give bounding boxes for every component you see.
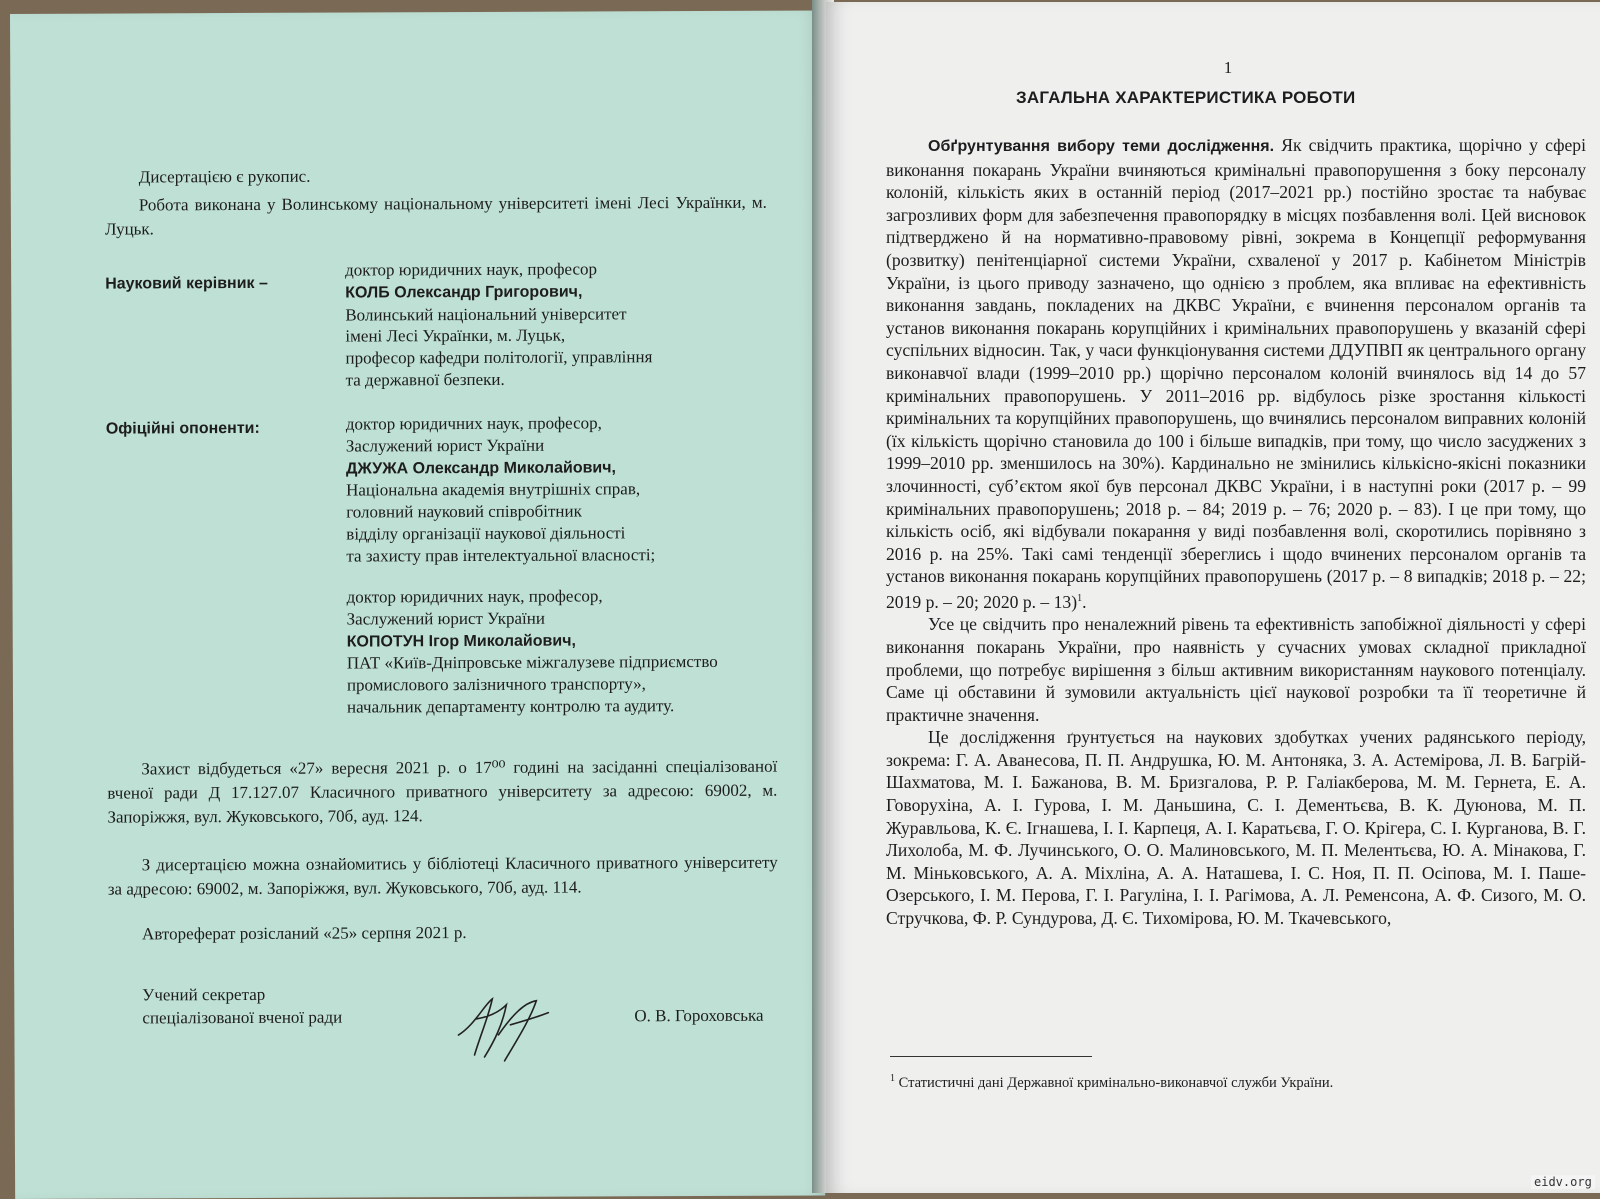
section-title: ЗАГАЛЬНА ХАРАКТЕРИСТИКА РОБОТИ — [1016, 88, 1356, 107]
opponent-1-info: доктор юридичних наук, професор, Заслужений юрист України ДЖУЖА Олександр Миколайович, Національна академія внутрішніх справ, головний науковий співробітник відділу організації наукової діяльності та захисту прав інтелектуальної власності; — [345, 413, 656, 566]
secretary-council: спеціалізованої вченої ради — [142, 1007, 343, 1028]
watermark: eidv.org — [1531, 1175, 1595, 1189]
paragraph-sources: Це дослідження ґрунтується на наукових здобутках учених радянського періоду, зокрема: Г. А. Аванесова, П. П. Андрушка, Ю. М. Антоняка, З. А. Астемірова, Л. В. Багрій-Шахматова, М. І. Бажанова, В. М. Бризгалова, Р. Р. Галіакберова, М. М. Гернета, Е. А. Говорухіна, А. І. Гурова, І. М. Даньшина, С. І. Дементьєва, В. К. Дуюнова, М. П. Журавльова, К. Є. Ігнашева, І. І. Карпеця, А. І. Каратьєва, Г. О. Крігера, С. І. Курганова, В. Г. Лихолоба, М. Ф. Лучинського, О. О. Малиновського, М. П. Мелентьєва, Ю. А. Мінакова, Г. М. Міньковського, А. А. Міхліна, А. А. Наташева, І. С. Ноя, П. П. Осіпова, М. І. Паше-Озерського, І. М. Перова, Г. І. Рагуліна, І. І. Рагімова, А. Л. Ременсона, А. Ф. Сизого, М. О. Стручкова, Ф. Р. Сундурова, Д. Є. Тихомірова, Ю. М. Ткачевського, — [886, 727, 1586, 929]
supervisor-role: Науковий керівник – — [105, 274, 268, 293]
supervisor-name: КОЛБ Олександр Григорович, — [345, 283, 583, 302]
secretary-title: Учений секретар — [142, 984, 266, 1005]
manuscript-note: Дисертацією є рукопис. — [138, 166, 311, 187]
opponent-2-name: КОПОТУН Ігор Миколайович, — [346, 632, 576, 651]
library-note: З дисертацією можна ознайомитись у бібліотеці Класичного приватного університету за адресою: 69002, м. Запоріжжя, вул. Жуковського, 70б, ауд. 114. — [107, 852, 778, 899]
distribution-date: Автореферат розісланий «25» серпня 2021 р. — [141, 923, 467, 944]
opponents-role: Офіційні опоненти: — [105, 419, 260, 438]
body-text — [886, 134, 1586, 930]
signature-icon — [454, 995, 550, 1065]
paragraph-rationale: Обґрунтування вибору теми дослідження. Як свідчить практика, щорічно у сфері виконання покарань України вчиняються кримінальні правопорушення з боку персоналу колоній, кількість яких в останній період (2017–2021 рр.) постійно зростає та набуває загрозливих форм для забезпечення правопорядку в місцях позбавлення волі. Цей висновок підтверджено й на нормативно-правовому рівні, зокрема в Концепції реформування (розвитку) пенітенціарної системи України, схваленої у 2017 р. Кабінетом Міністрів України, із цього приводу зазначено, що однією з проблем, яка впливає на ефективність виконання завдань, покладених на ДКВС України, є вчинення персоналом органів та установ виконання покарань корупційних і кримінальних правопорушень у вказаній сфері суспільних відносин. Так, у часи функціонування системи ДДУПВП як центрального органу виконавчої влади (1999–2010 рр.) щорічно персоналом колоній вчинялось від 14 до 57 кримінальних правопорушень. У 2011–2016 рр. відбулось різке зростання кількості кримінальних та корупційних правопорушень, що вчинялись персоналом виправних колоній (їх кількість щорічно становила до 100 і більше випадків, при тому, що число засуджених з 1999–2010 рр. зменшилось на 30%). Кардинально не змінились кількісно-якісні показники злочинності, суб’єктом якої був персонал ДКВС України, і в наступні роки (2017 р. – 99 кримінальних правопорушень; 2018 р. – 84; 2019 р. – 76; 2020 р. – 83). І це при тому, що кількість осіб, які відбували покарання у виді позбавлення волі, скоротились порівняно з 2016 р. на 25%. Такі самі тенденції збереглись і щодо вчинених персоналом органів та установ виконання покарань корупційних правопорушень (2017 р. – 8 випадків; 2018 р. – 22; 2019 р. – 20; 2020 р. – 13)$^1$. — [886, 135, 1586, 612]
secretary-name: О. В. Гороховська — [634, 1005, 764, 1026]
opponent-2-info: доктор юридичних наук, професор, Заслужений юрист України КОПОТУН Ігор Миколайович, ПАТ «Київ-Дніпровське міжгалузеве підприємство промислового залізничного транспорту», начальник департаменту контролю та аудиту. — [346, 586, 718, 717]
page-number: 1 — [1223, 58, 1233, 77]
footnote: $^1$ Статистичні дані Державної кримінально-виконавчої служби України. — [890, 1073, 1334, 1091]
footnote-divider — [890, 1056, 1092, 1057]
defense-note: Захист відбудеться «27» вересня 2021 р. о 17⁰⁰ годині на засіданні спеціалізованої вченої ради Д 17.127.07 Класичного приватного університету за адресою: 69002, м. Запоріжжя, вул. Жуковського, 70б, ауд. 124. — [107, 756, 778, 827]
paragraph-relevance: Усе це свідчить про неналежний рівень та ефективність запобіжної діяльності у сфері виконання покарань України, про наявність у сучасних умовах складної прикладної проблеми, що потребує вирішення з більш активним використанням наукового потенціалу. Саме ці обставини й зумовили актуальність цієї наукової розробки та її теоретичне й практичне значення. — [886, 614, 1586, 725]
lead-heading: Обґрунтування вибору теми дослідження. — [928, 138, 1275, 155]
institution-note: Робота виконана у Волинському національному університеті імені Лесі Українки, м. Луцьк. — [104, 192, 767, 239]
supervisor-info: доктор юридичних наук, професор КОЛБ Олександр Григорович, Волинський національний університет імені Лесі Українки, м. Луцьк, професор кафедри політології, управління та державної безпеки. — [345, 259, 653, 390]
opponent-1-name: ДЖУЖА Олександр Миколайович, — [345, 458, 617, 478]
right-page — [826, 2, 1600, 1193]
footnote-reference: 1 — [1077, 592, 1083, 604]
left-page — [10, 10, 825, 1199]
